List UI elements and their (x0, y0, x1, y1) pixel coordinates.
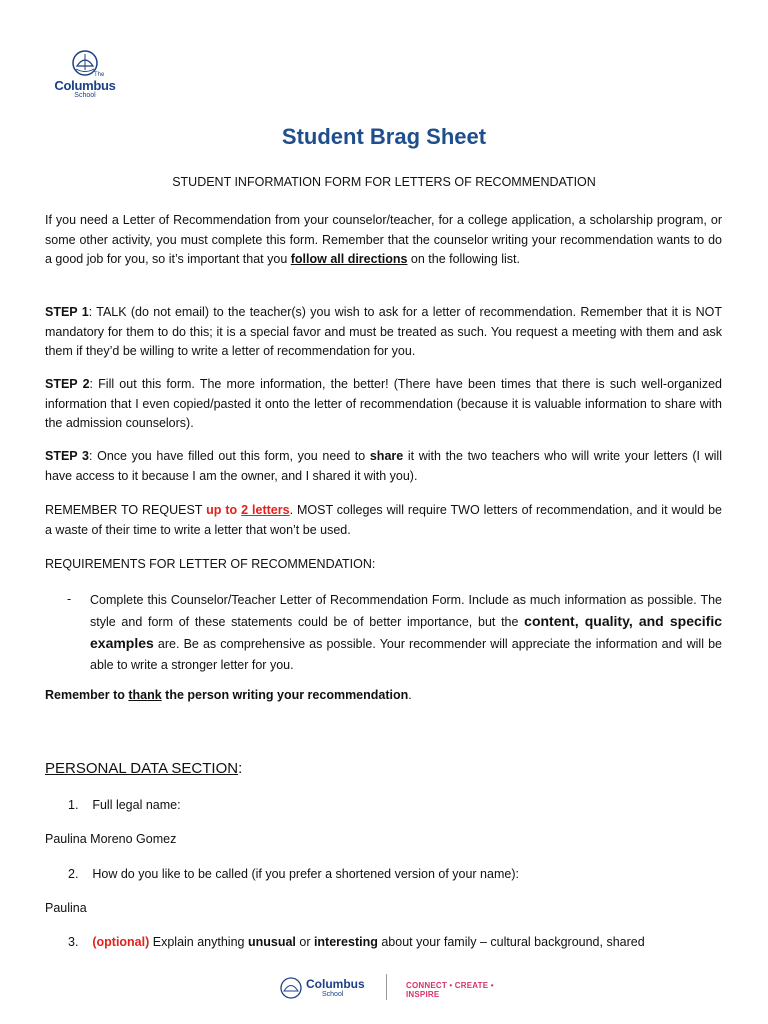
logo-the: The (94, 72, 105, 78)
footer-wordmark: Columbus (306, 977, 365, 991)
answer-2: Paulina (45, 901, 87, 915)
page-footer (276, 972, 506, 1004)
columbus-crest-icon (50, 48, 120, 78)
footer-tagline: CONNECT • CREATE • INSPIRE (406, 981, 494, 999)
thank-reminder: Remember to thank the person writing your recommendation. (45, 688, 412, 702)
bullet-dash: - (67, 592, 72, 606)
columbus-crest-icon (276, 974, 306, 1002)
page-subtitle: STUDENT INFORMATION FORM FOR LETTERS OF RECOMMENDATION (172, 175, 596, 189)
question-2: 2. How do you like to be called (if you prefer a shortened version of your name): (68, 867, 519, 881)
logo-wordmark: Columbus (54, 78, 116, 93)
question-3: 3. (optional) Explain anything unusual or interesting about your family – cultural background, shared (68, 935, 645, 949)
footer-divider (386, 974, 387, 1000)
requirements-bullet: Complete this Counselor/Teacher Letter of Recommendation Form. Include as much information as possible. The style and form of these statements could be of better importance, but the content, quality, and specific examples are. Be as comprehensive as possible. Your recommender will appreciate the information and will be able to write a stronger letter for you. (90, 593, 722, 672)
step3-paragraph: STEP 3: Once you have filled out this form, you need to share it with the two teachers who will write your letters (I will have access to it because I am the owner, and I shared it with you). (45, 449, 722, 483)
requirements-heading: REQUIREMENTS FOR LETTER OF RECOMMENDATION: (45, 557, 376, 571)
answer-1: Paulina Moreno Gomez (45, 832, 177, 846)
step1-paragraph: STEP 1: TALK (do not email) to the teacher(s) you wish to ask for a letter of recommendation. Remember that it is NOT mandatory for them to do this; it is a special favor and must be treated as such. You request a meeting with them and ask them if they’d be willing to write a letter of recommendation for you. (45, 305, 722, 358)
footer-logo (276, 974, 368, 1002)
question-1: 1. Full legal name: (68, 798, 181, 812)
remember-paragraph: REMEMBER TO REQUEST up to 2 letters. MOST colleges will require TWO letters of recommendation, and it would be a waste of their time to write a letter that won’t be used. (45, 503, 722, 537)
step2-paragraph: STEP 2: Fill out this form. The more information, the better! (There have been times that there is such well-organized information that I even copied/pasted it onto the letter of recommendation (because it is valuable information to share with the admission counselors). (45, 377, 722, 430)
intro-paragraph: If you need a Letter of Recommendation from your counselor/teacher, for a college application, a scholarship program, or some other activity, you must complete this form. Remember that the counselor writing your recommendation wants to do a good job for you, so it’s important that you follow all directions on the following list. (45, 213, 722, 266)
personal-data-section-title: PERSONAL DATA SECTION: (45, 760, 243, 777)
footer-school: School (322, 991, 344, 998)
logo-school: School (74, 92, 96, 99)
school-logo (50, 48, 120, 100)
page-title: Student Brag Sheet (281, 124, 487, 149)
